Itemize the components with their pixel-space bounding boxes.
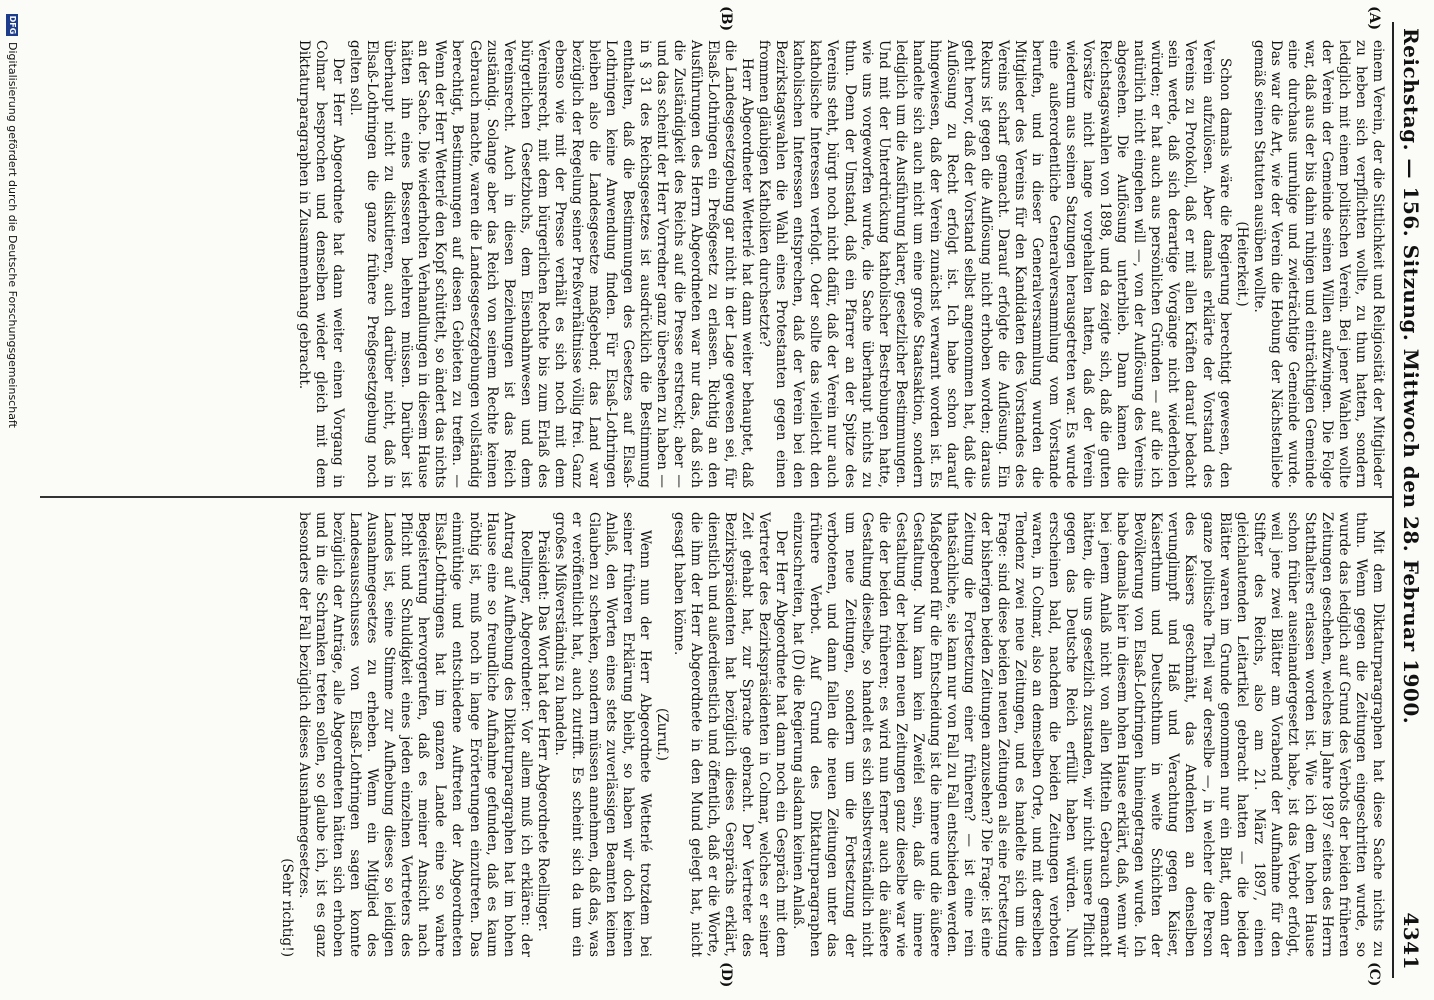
header-rule	[1392, 22, 1394, 978]
speaker-paragraph: Präsident: Das Wort hat der Herr Abgeordnete Roellinger.	[534, 530, 551, 932]
header-title: Reichstag. — 156. Sitzung. Mittwoch den 28. Februar 1900.	[1399, 28, 1423, 725]
paragraph: Der Herr Abgeordnete hat dann weiter einen Vorgang in Colmar besprochen und denselben wieder gleich mit dem Diktaturparagraphen in Zusammenhang gebracht.	[296, 40, 347, 488]
dfg-logo-icon: DFG	[8, 15, 18, 35]
margin-mark-b: (B)	[718, 6, 734, 32]
page-number: 4341	[1399, 912, 1423, 970]
interjection: (Sehr richtig!)	[279, 858, 295, 957]
margin-mark-d: (D)	[718, 962, 734, 988]
margin-mark-a: (A)	[1366, 6, 1382, 31]
column-divider	[40, 496, 1392, 498]
paragraph: Mit dem Diktaturparagraphen hat diese Sache nichts zu thun. Wenn gegen die Zeitungen eingeschritten wurde, so wurde das lediglich auf Grund des Verbots der beiden früheren Zeitungen geschehen, welches im Jahre 1897 seitens des Herrn Statthalters erlassen worden ist. Wie ich dem hohen Hause schon früher auseinandergesetzt habe, ist das Verbot erfolgt, weil jene zwei Blätter am Vorabend der Aufnahme für den Stifter des Reichs, also am 21. März 1897, einen gleichlautenden Leitartikel gebracht hatten — die beiden Blätter waren im Grunde genommen nur ein Blatt, denn der ganze politische Theil war derselbe —, in welcher die Person des Kaisers geschmäht, das Andenken an denselben verunglimpft und Haß und Verachtung gegen Kaiser, Kaiserthum und Deutschthum in weite Schichten der Bevölkerung von Elsaß-Lothringen hineingetragen wurde. Ich habe damals hier in diesem hohen Hause erklärt, daß, wenn wir bei jenem Anlaß nicht von allen Mitteln Gebrauch gemacht hätten, die uns gesetzlich zustanden, wir nicht unsere Pflicht gegen das Deutsche Reich erfüllt haben würden. Nun erscheinen bald, nachdem die beiden Zeitungen verboten waren, in Colmar, also an demselben Orte, und mit derselben Tendenz zwei neue Zeitungen, und es handelte sich um die Frage: sind diese beiden neuen Zeitungen als eine Fortsetzung der bisherigen beiden Zeitungen anzusehen? Die Frage: ist eine Zeitung die Fortsetzung einer früheren? — ist eine rein thatsächliche, sie kann nur von Fall zu Fall entschieden werden. Maßgebend für die Entscheidung ist die innere und die äußere Gestaltung. Nun kann kein Zweifel sein, daß die innere Gestaltung der beiden neuen Zeitungen ganz dieselbe war wie die der beiden früheren; es wird nun ferner auch die äußere Gestaltung dieselbe, so handelt es sich selbstverständlich nicht um neue Zeitungen, sondern um die Fortsetzung der verbotenen, und dann fallen die neuen Zeitungen unter das frühere Verbot. Auf Grund des Diktaturparagraphen einzuschreiten, hat (D) die Regierung alsdann keinen Anlaß.	[790, 512, 1386, 957]
paragraph: Schon damals wäre die Regierung berechtigt gewesen, den Verein aufzulösen. Aber damals erklärte der Vorstand des Vereins zu Protokoll, daß er mit allen Kräften darauf bedacht sein werde, daß sich derartige Vorgänge nicht wiederholen würden; er hat auch aus persönlichen Gründen — auf die ich natürlich nicht eingehen will —, von der Auflösung des Vereins abgesehen. Die Auflösung unterblieb. Dann kamen die Reichstagswahlen von 1898, und da zeigte sich, daß die guten Vorsätze nicht lange vorgehalten hatten, daß der Verein wiederum aus seinen Satzungen herausgetreten war. Es wurde eine außerordentliche Generalversammlung vom Vorstande berufen, und in dieser Generalversammlung wurden die Mitglieder des Vereins für den Kandidaten des Vorstandes des Vereins scharf gemacht. Darauf erfolgte die Auflösung. Ein Rekurs ist gegen die Auflösung nicht erhoben worden; daraus geht hervor, daß der Vorstand selbst angenommen hat, daß die Auflösung zu Recht erfolgt ist. Ich habe schon darauf hingewiesen, daß der Verein zunächst verwarnt worden ist. Es handelte sich auch nicht um eine große Staatsaktion, sondern lediglich um die Ausführung klarer, gesetzlicher Bestimmungen. Und mit der Unterdrückung katholischer Bestrebungen hatte, wie uns vorgeworfen wurde, die Sache überhaupt nichts zu thun. Denn der Umstand, daß ein Pfarrer an der Spitze des Vereins steht, bürgt noch nicht dafür, daß der Verein nur auch katholische Interessen verfolgt. Oder sollte das vielleicht den katholischen Interessen entsprechen, daß der Verein bei den Bezirkstagswahlen die Wahl eines Protestanten gegen einen frommen gläubigen Katholiken durchsetzte?	[756, 40, 1233, 488]
margin-mark-c: (C)	[1366, 962, 1382, 987]
interjection: (Zuruf.)	[654, 708, 671, 761]
right-column	[278, 512, 1386, 957]
paragraph: Herr Abgeordneter Wetterlé hat dann weiter behauptet, daß die Landesgesetzgebung gar nicht in der Lage gewesen sei, für Elsaß-Lothringen ein Preßgesetz zu erlassen. Richtig an den Ausführungen des Herrn Abgeordneten war nur das, daß sich die Zuständigkeit des Reichs auf die Presse erstreckt; aber — und das scheint der Herr Vorredner ganz übersehen zu haben — in § 31 des Reichsgesetzes ist ausdrücklich die Bestimmung enthalten, daß die Bestimmungen des Gesetzes auf Elsaß-Lothringen keine Anwendung finden. Für Elsaß-Lothringen bleiben also die Landesgesetze maßgebend; das Land war bezüglich der Regelung seiner Preßverhältnisse völlig frei. Ganz ebenso wie mit der Presse verhält es sich noch mit dem Vereinsrecht, mit dem bürgerlichen Rechte bis zum Erlaß des bürgerlichen Gesetzbuchs, dem Eisenbahnwesen und dem Vereinsrecht. Auch in diesen Beziehungen ist das Reich zuständig. Solange aber das Reich von seinem Rechte keinen Gebrauch machte, waren die Landesgesetzgebungen vollständig berechtigt, Bestimmungen auf diesen Gebieten zu treffen. — Wenn der Herr Wetterlé den Kopf schüttelt, so ändert das nichts an der Sache. Die wiederholten Verhandlungen in diesem Hause hätten ihn eines Besseren belehren müssen. Darüber ist überhaupt nicht zu diskutieren, auch darüber nicht, daß in Elsaß-Lothringen die ganze frühere Preßgesetzgebung noch gelten soll.	[347, 40, 756, 488]
speaker-paragraph: Roellinger, Abgeordneter: Vor allem muß ich erklären: der Antrag auf Aufhebung des Diktaturparagraphen hat im hohen Hause eine so freundliche Aufnahme gefunden, daß es kaum nöthig ist, muß noch in lange Erörterungen einzutreten. Das einmüthige und entschiedene Auftreten der Abgeordneten Elsaß-Lothringens hat im ganzen Lande eine so wahre Begeisterung hervorgerufen, daß es meiner Ansicht nach Pflicht und Schuldigkeit eines jeden einzelnen Vertreters des Landes ist, seine Stimme zur Aufhebung dieses so leidigen Ausnahmegesetzes zu erheben. Wenn ein Mitglied des Landesausschusses von Elsaß-Lothringen sagen konnte bezüglich der Anträge, alle Abgeordneten hätten sich erhoben und in die Schranken treten sollen, so glaube ich, ist es ganz besonders der Fall bezüglich dieses Ausnahmegesetzes.	[296, 512, 534, 957]
paragraph: Der Herr Abgeordnete hat dann noch ein Gespräch mit dem Vertreter des Bezirkspräsidenten in Colmar, welches er seiner Zeit gehabt hat, zur Sprache gebracht. Der Vertreter des Bezirkspräsidenten hat bezüglich dieses Gesprächs erklärt, dienstlich und außerdienstlich und öffentlich, daß er die Worte, die ihm der Herr Abgeordnete in den Mund gelegt hat, nicht gesagt haben könne.	[671, 512, 790, 957]
paragraph: einem Verein, der die Sittlichkeit und Religiosität der Mitglieder zu heben sich verpflichten wollte, zu thun hatten, sondern lediglich mit einem politischen Verein. Bei jener Wahlen wollte der Verein der Gemeinde seinen Willen aufzwingen. Die Folge war, daß aus der bis dahin ruhigen und einträchtigen Gemeinde eine durchaus unruhige und zwieträchtige Gemeinde wurde. Das war die Art, wie der Verein die Hebung der Nächstenliebe gemäß seinen Statuten ausüben wollte.	[1250, 40, 1386, 488]
paragraph: Wenn nun der Herr Abgeordnete Wetterlé trotzdem bei seiner früheren Erklärung bleibt, so haben wir doch keinen Anlaß, den Worten eines stets zuverlässigen Beamten keinen Glauben zu schenken, sondern müssen annehmen, daß das, was er veröffentlicht hat, auch zutrifft. Es scheint sich da um ein großes Mißverständnis zu handeln.	[551, 512, 653, 957]
interjection: (Heiterkeit.)	[1233, 221, 1250, 307]
left-column	[295, 40, 1386, 488]
running-header	[1396, 28, 1426, 970]
footer-text: Digitalisierung gefördert durch die Deutsche Forschungsgemeinschaft	[6, 42, 19, 428]
digitization-footer	[6, 14, 19, 428]
